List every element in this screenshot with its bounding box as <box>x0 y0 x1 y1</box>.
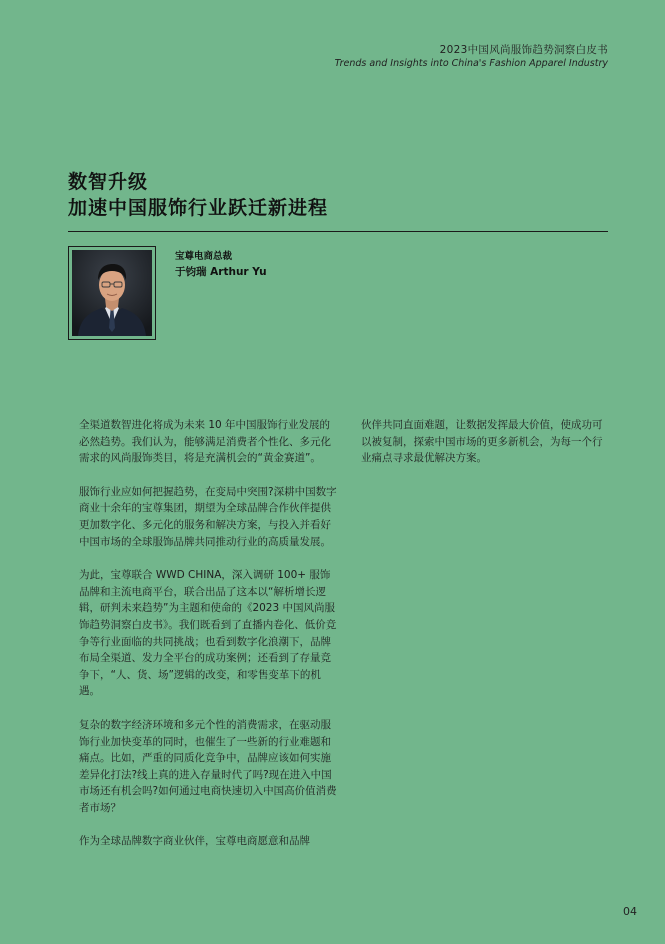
title-divider <box>68 231 608 232</box>
author-name: 于钧瑞 Arthur Yu <box>175 266 267 278</box>
body-column-left <box>79 417 337 867</box>
author-portrait-icon <box>72 250 152 336</box>
header-title-cn: 2023中国风尚服饰趋势洞察白皮书 <box>439 44 608 56</box>
body-paragraph: 作为全球品牌数字商业伙伴，宝尊电商愿意和品牌 <box>79 835 310 848</box>
author-photo <box>68 246 156 340</box>
body-paragraph: 复杂的数字经济环境和多元个性的消费需求，在驱动服饰行业加快变革的同时，也催生了一些新的行业难题和痛点。比如，严重的同质化竞争中，品牌应该如何实施差异化打法?线上真的进入存量时代了吗?现在进入中国市场还有机会吗?如何通过电商快速切入中国高价值消费者市场？ <box>79 718 337 814</box>
article-title-line2: 加速中国服饰行业跃迁新进程 <box>68 197 329 219</box>
body-column-right <box>361 417 609 484</box>
body-paragraph: 伙伴共同直面难题，让数据发挥最大价值，使成功可以被复制，探索中国市场的更多新机会，为每一个行业痛点寻求最优解决方案。 <box>361 419 603 465</box>
page-number: 04 <box>623 905 637 918</box>
author-role: 宝尊电商总裁 <box>175 251 233 262</box>
body-paragraph: 为此，宝尊联合 WWD CHINA，深入调研 100+ 服饰品牌和主流电商平台，联合出品了这本以“解析增长逻辑，研判未来趋势”为主题和使命的《2023 中国风尚服饰趋势洞察白皮书》。我们既看到了直播内卷化、低价竞争等行业面临的共同挑战；也看到数字化浪潮下，品牌布局全渠道、发力全平台的成功案例；还看到了存量竞争下，“人、货、场”逻辑的改变，和零售变革下的机遇。 <box>79 569 337 698</box>
header-title-en: Trends and Insights into China's Fashion Apparel Industry <box>334 58 608 69</box>
body-paragraph: 服饰行业应如何把握趋势，在变局中突围?深耕中国数字商业十余年的宝尊集团，期望为全球品牌合作伙伴提供更加数字化、多元化的服务和解决方案，与投入并看好中国市场的全球服饰品牌共同推动行业的高质量发展。 <box>79 485 337 548</box>
body-paragraph: 全渠道数智进化将成为未来 10 年中国服饰行业发展的必然趋势。我们认为，能够满足消费者个性化、多元化需求的风尚服饰类目，将是充满机会的“黄金赛道”。 <box>79 419 331 465</box>
article-title-line1: 数智升级 <box>68 171 149 193</box>
